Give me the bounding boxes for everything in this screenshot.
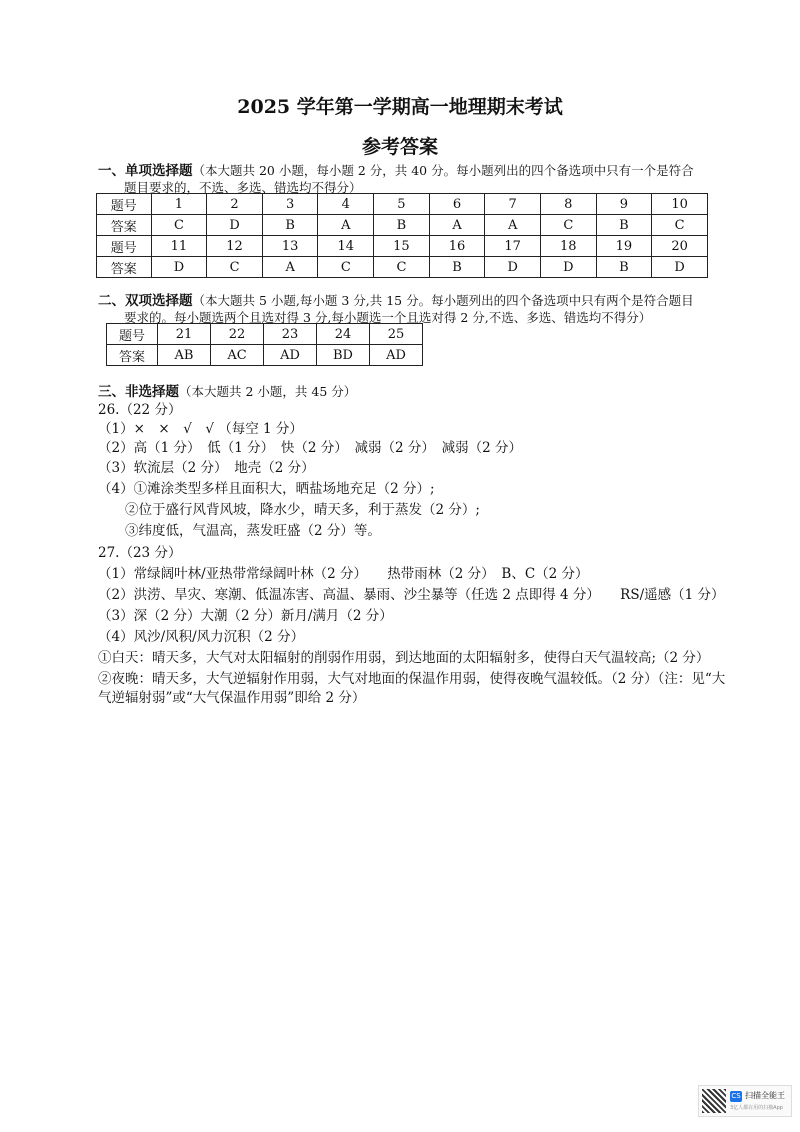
row-label-cell: 题号 bbox=[107, 324, 158, 345]
answer-line: （2）洪涝、旱灾、寒潮、低温冻害、高温、暴雨、沙尘暴等（任选 2 点即得 4 分） RS/遥感（1 分） bbox=[98, 587, 725, 603]
table-cell: 21 bbox=[158, 324, 211, 345]
table-cell: 3 bbox=[262, 194, 318, 215]
answer-line: ②位于盛行风背风坡，降水少，晴天多，利于蒸发（2 分）; bbox=[98, 502, 480, 518]
section1-heading: 一、单项选择题 bbox=[98, 163, 193, 179]
table-cell: C bbox=[318, 257, 374, 278]
section3-heading: 三、非选择题 bbox=[98, 384, 179, 400]
table-cell: C bbox=[207, 257, 263, 278]
table-cell: 22 bbox=[211, 324, 264, 345]
table-cell: 4 bbox=[318, 194, 374, 215]
answer-line: 气逆辐射弱”或“大气保温作用弱”即给 2 分） bbox=[98, 690, 366, 706]
row-label-cell: 题号 bbox=[97, 236, 152, 257]
scanner-app-name: 扫描全能王 bbox=[745, 1091, 785, 1100]
section2-heading: 二、双项选择题 bbox=[98, 293, 193, 309]
table-cell: D bbox=[151, 257, 207, 278]
section2-answer-table bbox=[106, 323, 423, 366]
table-cell: 20 bbox=[652, 236, 708, 257]
table-cell: A bbox=[485, 215, 541, 236]
table-cell: D bbox=[652, 257, 708, 278]
section1-answer-table bbox=[96, 193, 708, 278]
answer-line: （2）高（1 分） 低（1 分） 快（2 分） 减弱（2 分） 减弱（2 分） bbox=[98, 440, 522, 456]
section1-note-line2: 题目要求的，不选、多选、错选均不得分） bbox=[124, 180, 362, 195]
answer-line: ③纬度低，气温高，蒸发旺盛（2 分）等。 bbox=[98, 523, 381, 539]
answer-line: ②夜晚：晴天多，大气逆辐射作用弱，大气对地面的保温作用弱，使得夜晚气温较低。（2 分）（注：见“大 bbox=[98, 671, 726, 687]
table-cell: C bbox=[652, 215, 708, 236]
answer-line: （1）常绿阔叶林/亚热带常绿阔叶林（2 分） 热带雨林（2 分） B、C（2 分） bbox=[98, 566, 589, 582]
page-subtitle: 参考答案 bbox=[361, 136, 438, 158]
qr-code-icon bbox=[702, 1089, 726, 1113]
table-cell: 15 bbox=[374, 236, 430, 257]
section3-note: （本大题共 2 小题，共 45 分） bbox=[179, 384, 357, 399]
table-cell: B bbox=[429, 257, 485, 278]
table-cell: 13 bbox=[262, 236, 318, 257]
table-cell: AB bbox=[158, 345, 211, 366]
page-title: 2025 学年第一学期高一地理期末考试 bbox=[237, 96, 563, 118]
table-cell: 25 bbox=[370, 324, 423, 345]
answer-line: （1）× × √ √ （每空 1 分） bbox=[98, 421, 303, 437]
table-cell: 10 bbox=[652, 194, 708, 215]
answer-line: （4）①滩涂类型多样且面积大，晒盐场地充足（2 分）; bbox=[98, 481, 435, 497]
table-cell: 19 bbox=[596, 236, 652, 257]
row-label-cell: 答案 bbox=[107, 345, 158, 366]
table-cell: 9 bbox=[596, 194, 652, 215]
table-cell: D bbox=[485, 257, 541, 278]
table-cell: A bbox=[262, 257, 318, 278]
table-cell: B bbox=[374, 215, 430, 236]
table-row bbox=[107, 324, 423, 345]
table-cell: 17 bbox=[485, 236, 541, 257]
table-cell: 6 bbox=[429, 194, 485, 215]
section2-note-line2: 要求的。每小题选两个且选对得 3 分,每小题选一个且选对得 2 分,不选、多选、错选均不得分） bbox=[124, 310, 652, 325]
scanner-watermark bbox=[698, 1085, 792, 1117]
table-row bbox=[97, 194, 708, 215]
table-cell: 24 bbox=[317, 324, 370, 345]
answer-line: 26.（22 分） bbox=[98, 402, 182, 418]
table-cell: BD bbox=[317, 345, 370, 366]
table-cell: A bbox=[318, 215, 374, 236]
table-cell: 2 bbox=[207, 194, 263, 215]
table-row bbox=[97, 257, 708, 278]
table-cell: 16 bbox=[429, 236, 485, 257]
table-cell: 11 bbox=[151, 236, 207, 257]
table-cell: 7 bbox=[485, 194, 541, 215]
table-cell: 23 bbox=[264, 324, 317, 345]
table-cell: C bbox=[151, 215, 207, 236]
answer-line: （3）深（2 分）大潮（2 分）新月/满月（2 分） bbox=[98, 608, 393, 624]
section2-note-line1: （本大题共 5 小题,每小题 3 分,共 15 分。每小题列出的四个备选项中只有两个是符合题目 bbox=[192, 293, 694, 308]
table-cell: 18 bbox=[540, 236, 596, 257]
answer-line: ①白天：晴天多，大气对太阳辐射的削弱作用弱，到达地面的太阳辐射多，使得白天气温较高;（2 分） bbox=[98, 650, 710, 666]
table-cell: B bbox=[596, 257, 652, 278]
answer-line: 27.（23 分） bbox=[98, 545, 182, 561]
answer-line: （3）软流层（2 分） 地壳（2 分） bbox=[98, 460, 315, 476]
table-cell: AD bbox=[264, 345, 317, 366]
row-label-cell: 题号 bbox=[97, 194, 152, 215]
row-label-cell: 答案 bbox=[97, 257, 152, 278]
table-cell: A bbox=[429, 215, 485, 236]
table-cell: D bbox=[540, 257, 596, 278]
section1-note-line1: （本大题共 20 小题，每小题 2 分，共 40 分。每小题列出的四个备选项中只有一个是符合 bbox=[192, 163, 694, 178]
table-cell: 1 bbox=[151, 194, 207, 215]
table-cell: B bbox=[262, 215, 318, 236]
table-cell: 5 bbox=[374, 194, 430, 215]
answer-line: （4）风沙/风积/风力沉积（2 分） bbox=[98, 629, 305, 645]
table-cell: 12 bbox=[207, 236, 263, 257]
table-cell: AC bbox=[211, 345, 264, 366]
camscanner-logo: CS bbox=[731, 1092, 741, 1100]
table-cell: B bbox=[596, 215, 652, 236]
table-cell: 14 bbox=[318, 236, 374, 257]
table-row bbox=[97, 236, 708, 257]
table-cell: C bbox=[374, 257, 430, 278]
table-row bbox=[107, 345, 423, 366]
table-cell: D bbox=[207, 215, 263, 236]
scanner-tagline: 3亿人都在用的扫描App bbox=[730, 1105, 783, 1111]
table-cell: 8 bbox=[540, 194, 596, 215]
table-cell: C bbox=[540, 215, 596, 236]
table-cell: AD bbox=[370, 345, 423, 366]
row-label-cell: 答案 bbox=[97, 215, 152, 236]
section3-header bbox=[98, 382, 356, 402]
table-row bbox=[97, 215, 708, 236]
